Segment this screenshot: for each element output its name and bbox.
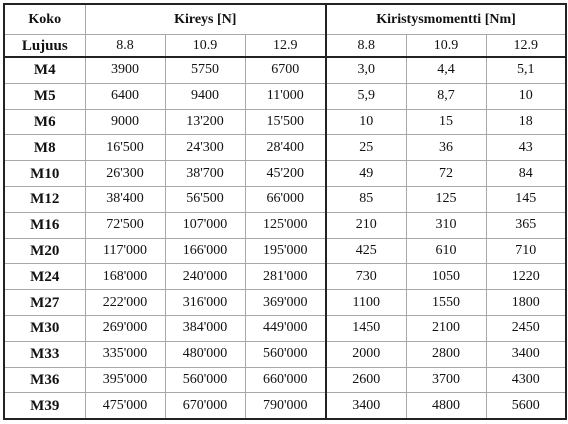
tension-value-cell: 369'000 — [245, 290, 326, 316]
torque-value-cell: 36 — [406, 135, 486, 161]
tension-value-cell: 9400 — [165, 83, 245, 109]
torque-value-cell: 85 — [326, 186, 406, 212]
tension-value-cell: 384'000 — [165, 315, 245, 341]
torque-group-header: Kiristysmomentti [Nm] — [326, 4, 566, 35]
table-row — [4, 367, 566, 393]
tension-value-cell: 480'000 — [165, 341, 245, 367]
tension-value-cell: 5750 — [165, 57, 245, 83]
tension-group-header: Kireys [N] — [85, 4, 326, 35]
table-row — [4, 109, 566, 135]
torque-grade-header: 12.9 — [486, 35, 566, 58]
table-row — [4, 186, 566, 212]
bolt-size-cell: M8 — [4, 135, 85, 161]
torque-value-cell: 2100 — [406, 315, 486, 341]
bolt-size-cell: M6 — [4, 109, 85, 135]
torque-value-cell: 49 — [326, 161, 406, 187]
torque-value-cell: 43 — [486, 135, 566, 161]
torque-value-cell: 145 — [486, 186, 566, 212]
bolt-size-cell: M36 — [4, 367, 85, 393]
torque-value-cell: 210 — [326, 212, 406, 238]
table-row — [4, 315, 566, 341]
tension-value-cell: 6400 — [85, 83, 165, 109]
torque-value-cell: 1050 — [406, 264, 486, 290]
tension-value-cell: 195'000 — [245, 238, 326, 264]
table-row — [4, 83, 566, 109]
torque-value-cell: 710 — [486, 238, 566, 264]
torque-value-cell: 610 — [406, 238, 486, 264]
torque-value-cell: 10 — [326, 109, 406, 135]
torque-value-cell: 3,0 — [326, 57, 406, 83]
size-column-header: Koko — [4, 4, 85, 35]
torque-value-cell: 5,1 — [486, 57, 566, 83]
tension-value-cell: 395'000 — [85, 367, 165, 393]
torque-value-cell: 4300 — [486, 367, 566, 393]
torque-grade-header: 8.8 — [326, 35, 406, 58]
bolt-size-cell: M5 — [4, 83, 85, 109]
torque-grade-header: 10.9 — [406, 35, 486, 58]
torque-value-cell: 425 — [326, 238, 406, 264]
torque-value-cell: 2800 — [406, 341, 486, 367]
torque-value-cell: 3700 — [406, 367, 486, 393]
torque-value-cell: 4,4 — [406, 57, 486, 83]
tension-grade-header: 10.9 — [165, 35, 245, 58]
grade-row-label: Lujuus — [4, 35, 85, 58]
torque-value-cell: 5,9 — [326, 83, 406, 109]
table-row — [4, 393, 566, 419]
tension-value-cell: 45'200 — [245, 161, 326, 187]
table-row — [4, 264, 566, 290]
torque-value-cell: 72 — [406, 161, 486, 187]
torque-value-cell: 730 — [326, 264, 406, 290]
torque-value-cell: 1220 — [486, 264, 566, 290]
tension-value-cell: 560'000 — [245, 341, 326, 367]
tension-value-cell: 9000 — [85, 109, 165, 135]
bolt-size-cell: M20 — [4, 238, 85, 264]
tension-value-cell: 475'000 — [85, 393, 165, 419]
tension-value-cell: 117'000 — [85, 238, 165, 264]
torque-value-cell: 10 — [486, 83, 566, 109]
tension-value-cell: 240'000 — [165, 264, 245, 290]
torque-value-cell: 5600 — [486, 393, 566, 419]
tension-value-cell: 26'300 — [85, 161, 165, 187]
header-row-groups — [4, 4, 566, 35]
torque-value-cell: 3400 — [486, 341, 566, 367]
tension-value-cell: 72'500 — [85, 212, 165, 238]
tension-value-cell: 38'400 — [85, 186, 165, 212]
table-row — [4, 161, 566, 187]
torque-value-cell: 1800 — [486, 290, 566, 316]
tension-value-cell: 125'000 — [245, 212, 326, 238]
tension-value-cell: 16'500 — [85, 135, 165, 161]
tension-value-cell: 28'400 — [245, 135, 326, 161]
tension-value-cell: 6700 — [245, 57, 326, 83]
tension-value-cell: 56'500 — [165, 186, 245, 212]
tension-value-cell: 166'000 — [165, 238, 245, 264]
torque-value-cell: 365 — [486, 212, 566, 238]
torque-value-cell: 1450 — [326, 315, 406, 341]
torque-value-cell: 1550 — [406, 290, 486, 316]
table-row — [4, 341, 566, 367]
tension-value-cell: 269'000 — [85, 315, 165, 341]
tension-value-cell: 3900 — [85, 57, 165, 83]
torque-value-cell: 2000 — [326, 341, 406, 367]
torque-value-cell: 25 — [326, 135, 406, 161]
tension-value-cell: 222'000 — [85, 290, 165, 316]
torque-value-cell: 1100 — [326, 290, 406, 316]
tension-value-cell: 660'000 — [245, 367, 326, 393]
table-row — [4, 57, 566, 83]
torque-value-cell: 15 — [406, 109, 486, 135]
tension-value-cell: 790'000 — [245, 393, 326, 419]
table-row — [4, 238, 566, 264]
table-row — [4, 290, 566, 316]
torque-value-cell: 84 — [486, 161, 566, 187]
bolt-size-cell: M12 — [4, 186, 85, 212]
bolt-size-cell: M33 — [4, 341, 85, 367]
bolt-size-cell: M24 — [4, 264, 85, 290]
bolt-size-cell: M27 — [4, 290, 85, 316]
bolt-size-cell: M4 — [4, 57, 85, 83]
bolt-table-container — [3, 3, 565, 421]
table-row — [4, 135, 566, 161]
torque-value-cell: 2600 — [326, 367, 406, 393]
tension-value-cell: 107'000 — [165, 212, 245, 238]
tension-value-cell: 13'200 — [165, 109, 245, 135]
table-body — [4, 57, 566, 419]
table-row — [4, 212, 566, 238]
torque-value-cell: 8,7 — [406, 83, 486, 109]
bolt-specification-table — [3, 3, 567, 420]
header-row-grades — [4, 35, 566, 58]
bolt-size-cell: M30 — [4, 315, 85, 341]
tension-value-cell: 335'000 — [85, 341, 165, 367]
torque-value-cell: 310 — [406, 212, 486, 238]
tension-grade-header: 12.9 — [245, 35, 326, 58]
tension-value-cell: 15'500 — [245, 109, 326, 135]
tension-value-cell: 38'700 — [165, 161, 245, 187]
bolt-size-cell: M10 — [4, 161, 85, 187]
tension-value-cell: 11'000 — [245, 83, 326, 109]
tension-value-cell: 24'300 — [165, 135, 245, 161]
torque-value-cell: 3400 — [326, 393, 406, 419]
tension-value-cell: 281'000 — [245, 264, 326, 290]
tension-grade-header: 8.8 — [85, 35, 165, 58]
bolt-size-cell: M16 — [4, 212, 85, 238]
torque-value-cell: 4800 — [406, 393, 486, 419]
tension-value-cell: 670'000 — [165, 393, 245, 419]
tension-value-cell: 316'000 — [165, 290, 245, 316]
tension-value-cell: 66'000 — [245, 186, 326, 212]
torque-value-cell: 125 — [406, 186, 486, 212]
torque-value-cell: 2450 — [486, 315, 566, 341]
tension-value-cell: 449'000 — [245, 315, 326, 341]
torque-value-cell: 18 — [486, 109, 566, 135]
bolt-size-cell: M39 — [4, 393, 85, 419]
tension-value-cell: 168'000 — [85, 264, 165, 290]
tension-value-cell: 560'000 — [165, 367, 245, 393]
